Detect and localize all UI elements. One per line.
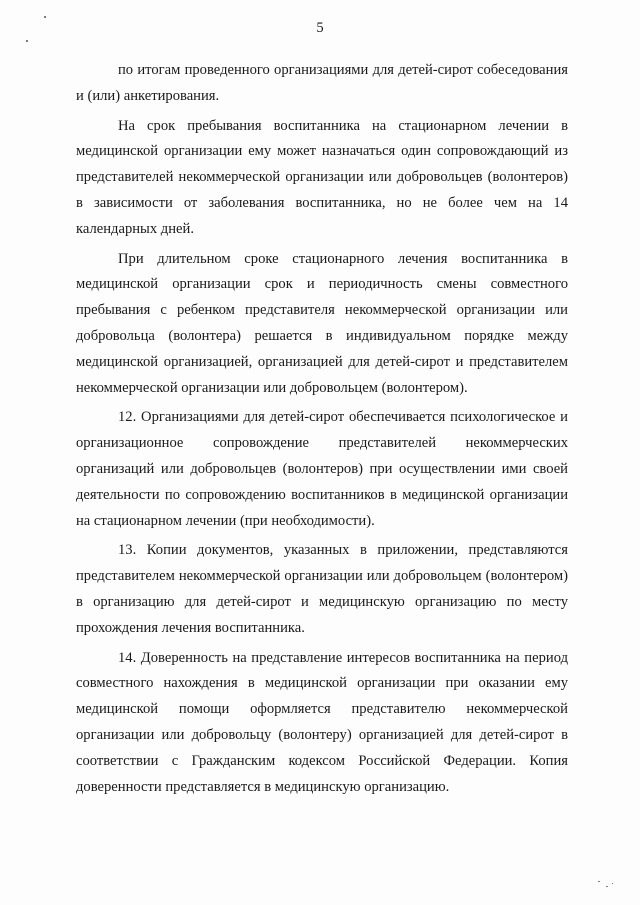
- paragraph-14-power-of-attorney: 14. Доверенность на представление интересов воспитанника на период совместного нахождения в медицинской организации при оказании ему медицинской помощи оформляется представителю некоммерческой организации или добровольцу (волонтеру) организацией для детей-сирот в соответствии с Гражданским кодексом Российской Федерации. Копия доверенности представляется в медицинскую организацию.: [76, 649, 568, 795]
- paragraph-13-documents: 13. Копии документов, указанных в приложении, представляются представителем некоммерческой организации или добровольцем (волонтером) в организацию для детей-сирот и медицинскую организацию по месту прохождения лечения воспитанника.: [76, 542, 568, 636]
- document-body: [76, 58, 568, 800]
- scan-speck: [598, 881, 600, 882]
- scan-speck: [44, 16, 46, 18]
- paragraph-long-term-stay: При длительном сроке стационарного лечения воспитанника в медицинской организации срок и периодичность смены совместного пребывания с ребенком представителя некоммерческой организации или добровольца (волонтера) решается в индивидуальном порядке между медицинской организацией, организацией для детей-сирот и представителем некоммерческой организации или добровольцем (волонтером).: [76, 250, 568, 396]
- scan-speck: [26, 40, 28, 42]
- scan-speck: [606, 886, 608, 887]
- paragraph-continuation: по итогам проведенного организациями для детей-сирот собеседования и (или) анкетирования.: [76, 62, 568, 104]
- paragraph-12-support: 12. Организациями для детей-сирот обеспечивается психологическое и организационное сопровождение представителей некоммерческих организаций или добровольцев (волонтеров) при осуществлении ими своей деятельности по сопровождению воспитанников в медицинской организации на стационарном лечении (при необходимости).: [76, 409, 568, 529]
- page-number: 5: [316, 20, 324, 36]
- scan-speck: [612, 883, 613, 884]
- paragraph-escort-duration: На срок пребывания воспитанника на стационарном лечении в медицинской организации ему может назначаться один сопровождающий из представителей некоммерческой организации или добровольцев (волонтеров) в зависимости от заболевания воспитанника, но не более чем на 14 календарных дней.: [76, 117, 568, 237]
